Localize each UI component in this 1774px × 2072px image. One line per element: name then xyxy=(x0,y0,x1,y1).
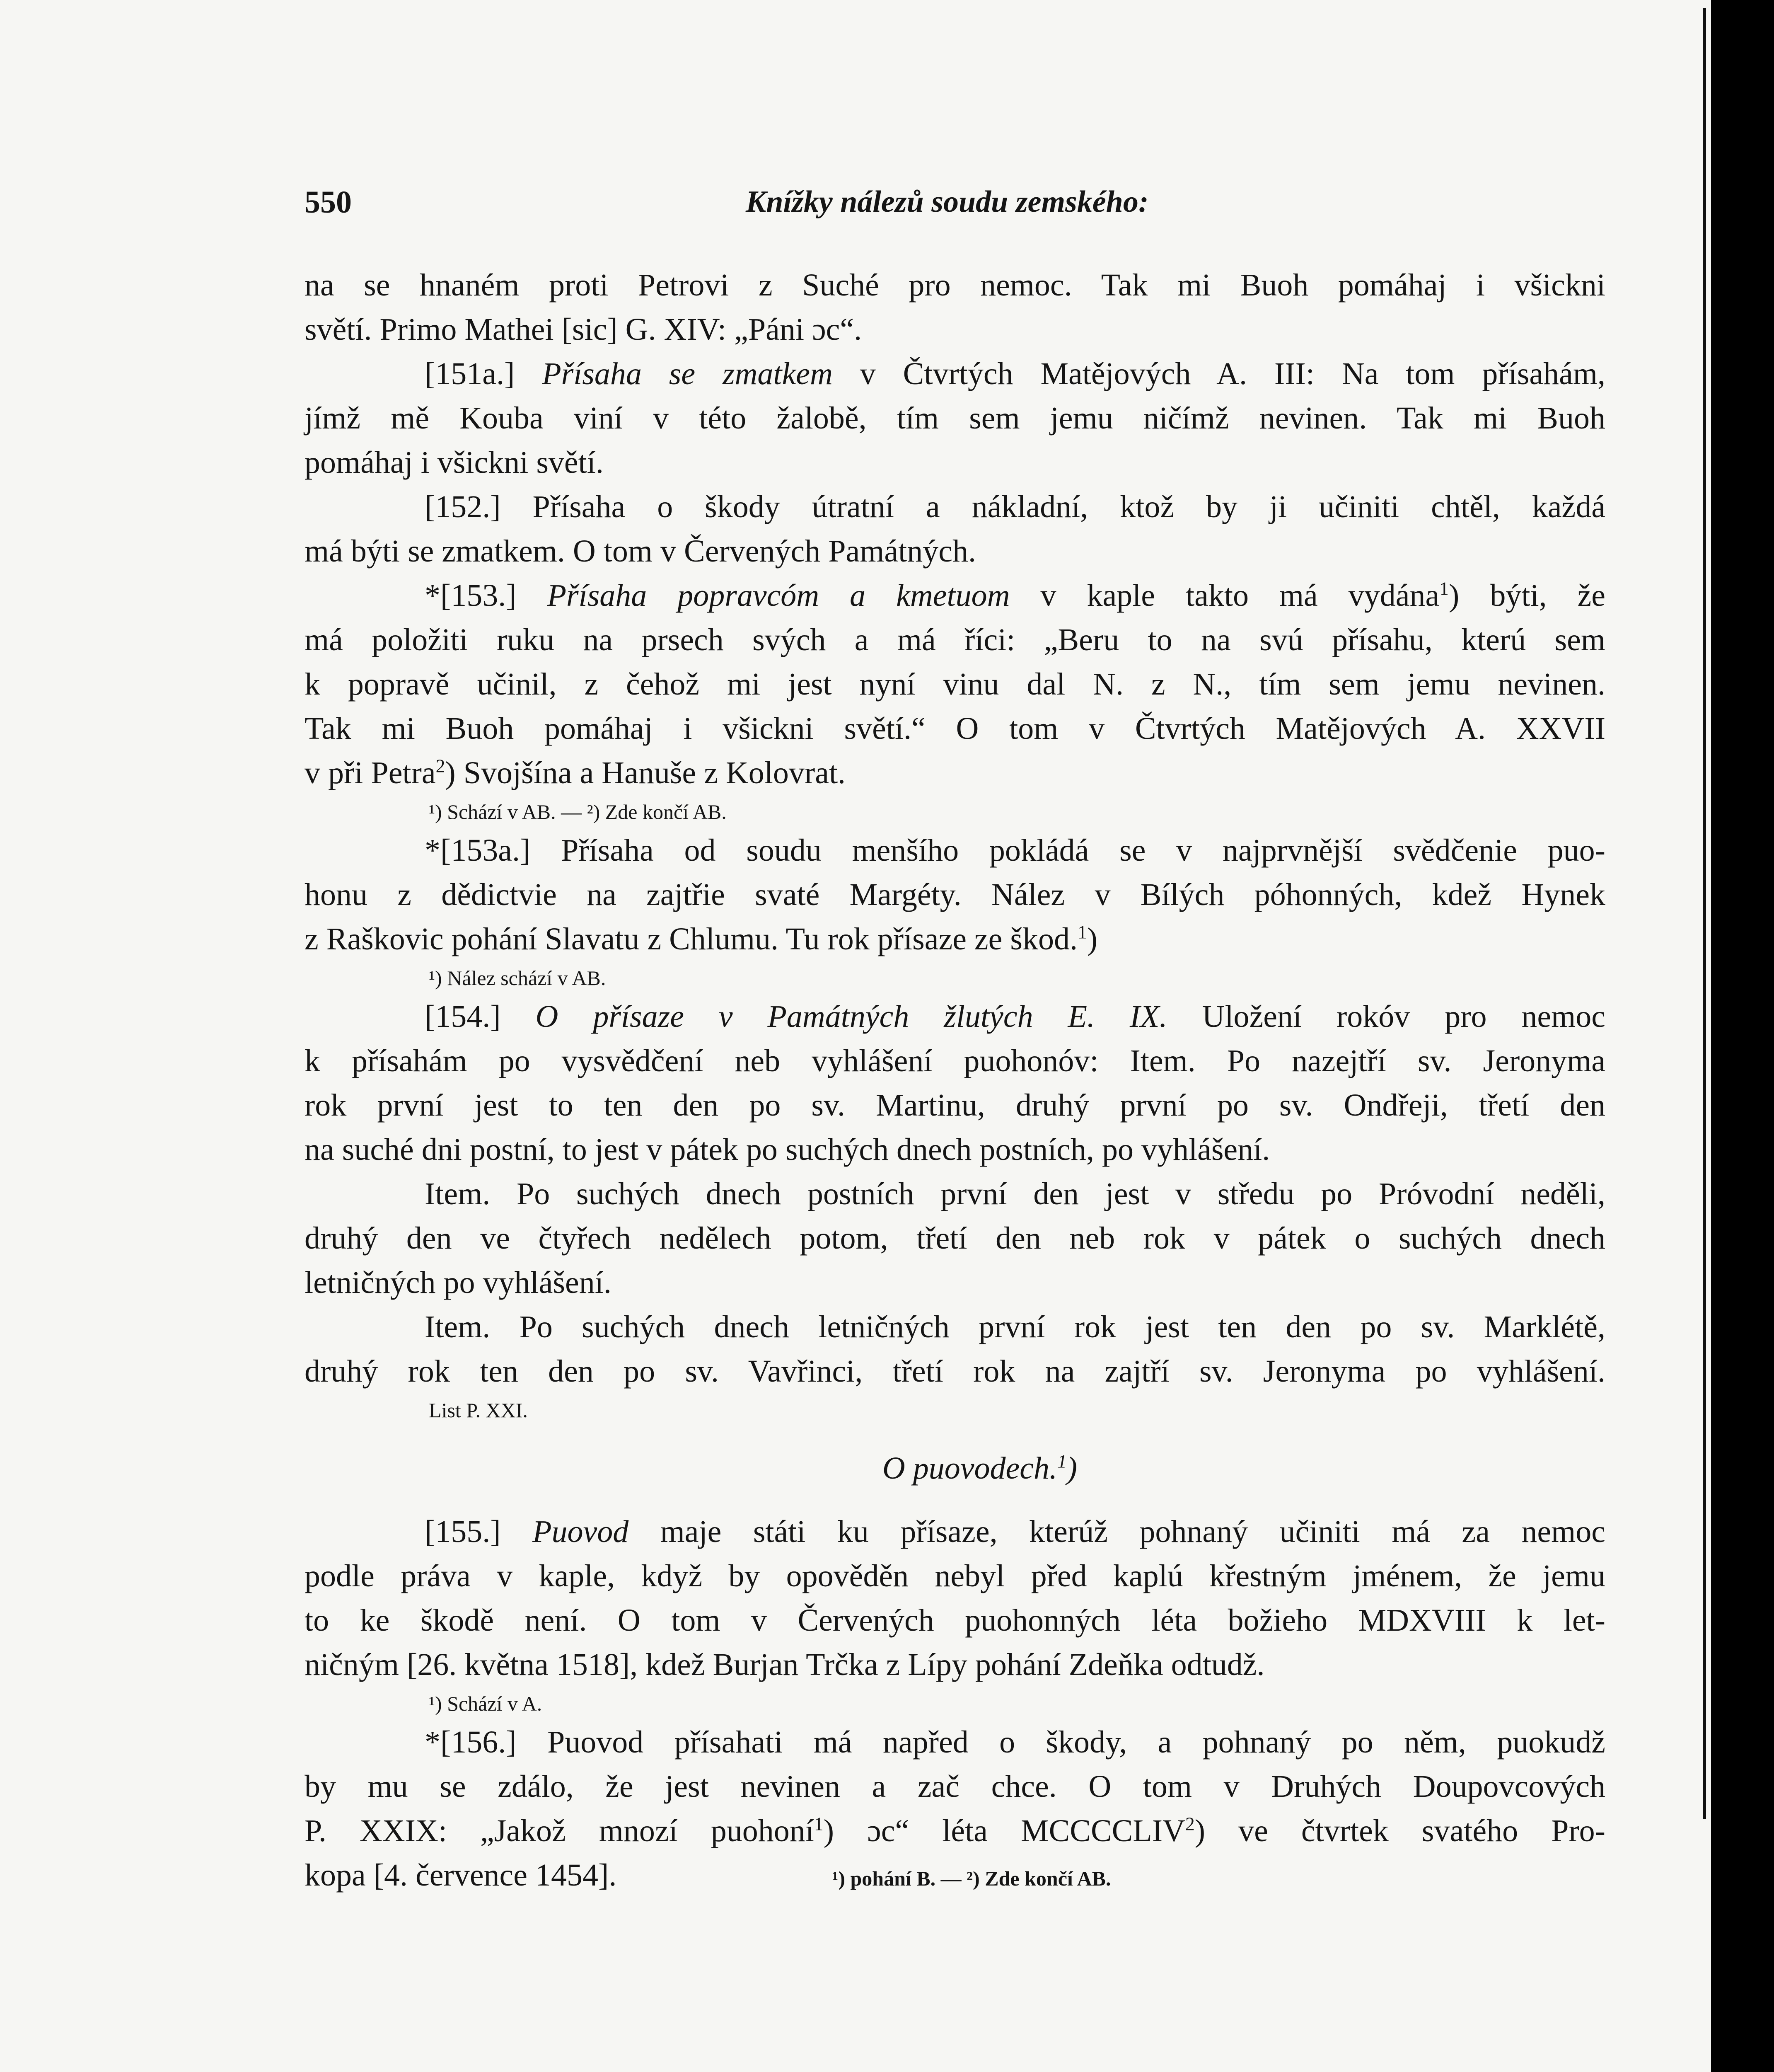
text-line: k přísahám po vysvědčení neb vyhlášení puohonóv: Item. Po nazejtří sv. Jeronyma xyxy=(305,1043,1605,1078)
text-line: [155.] Puovod maje státi ku přísaze, kterúž pohnaný učiniti má za nemoc xyxy=(425,1514,1605,1549)
footnote: ¹) Nález schází v AB. xyxy=(429,966,606,990)
section-heading: O puovodech.$^1$) xyxy=(882,1450,1078,1486)
text-line: světí. Primo Mathei [sic] G. XIV: „Páni ɔc“. xyxy=(305,312,862,347)
footnote: ¹) pohání B. — ²) Zde končí AB. xyxy=(832,1867,1111,1890)
text-line-content: kopa [4. července 1454]. xyxy=(305,1858,617,1893)
text-line: ničným [26. května 1518], kdež Burjan Trčka z Lípy pohání Zdeňka odtudž. xyxy=(305,1647,1265,1682)
text-line: na se hnaném proti Petrovi z Suché pro nemoc. Tak mi Buoh pomáhaj i všickni xyxy=(305,268,1605,303)
text-line: *[153a.] Přísaha od soudu menšího pokládá se v najprvnější svědčenie puo- xyxy=(425,833,1605,868)
text-line: druhý rok ten den po sv. Vavřinci, třetí rok na zajtří sv. Jeronyma po vyhlášení. xyxy=(305,1354,1605,1389)
text-line: z Raškovic pohání Slavatu z Chlumu. Tu rok přísaze ze škod.$^1$) xyxy=(305,921,1098,956)
footnote: ¹) Schází v AB. — ²) Zde končí AB. xyxy=(429,800,727,823)
text-line: [152.] Přísaha o škody útratní a nákladní, ktož by ji učiniti chtěl, každá xyxy=(425,489,1605,524)
text-line: na suché dni postní, to jest v pátek po suchých dnech postních, po vyhlášení. xyxy=(305,1132,1270,1167)
text-line: *[156.] Puovod přísahati má napřed o škody, a pohnaný po něm, puokudž xyxy=(425,1725,1605,1760)
page-header xyxy=(305,184,1610,234)
text-line: to ke škodě není. O tom v Červených puohonných léta božieho MDXVIII k let- xyxy=(305,1603,1605,1638)
text-line: P. XXIX: „Jakož mnozí puohoní$^1$) ɔc“ léta MCCCCLIV$^2$) ve čtvrtek svatého Pro- xyxy=(305,1813,1605,1848)
page-body xyxy=(305,263,1605,1898)
text-line: [154.] O přísaze v Památných žlutých E. IX. Uložení rokóv pro nemoc xyxy=(425,999,1606,1034)
text-line: rok první jest to ten den po sv. Martinu, druhý první po sv. Ondřeji, třetí den xyxy=(305,1088,1605,1123)
footnote: ¹) Schází v A. xyxy=(429,1692,542,1715)
text-line: podle práva v kaple, když by opověděn nebyl před kaplú křestným jménem, že jemu xyxy=(305,1559,1605,1593)
running-title: Knížky nálezů soudu zemského: xyxy=(746,185,1149,219)
text-line: v při Petra$^2$) Svojšína a Hanuše z Kolovrat. xyxy=(305,755,846,790)
text-line: *[153.] Přísaha popravcóm a kmetuom v kaple takto má vydána$^1$) býti, že xyxy=(425,578,1606,613)
scan-edge-line xyxy=(1703,8,1706,1819)
text-line: má položiti ruku na prsech svých a má říci: „Beru to na svú přísahu, kterú sem xyxy=(305,622,1605,657)
marginal-note: List P. XXI. xyxy=(429,1399,528,1422)
text-line: letničných po vyhlášení. xyxy=(305,1265,611,1300)
text-line: jímž mě Kouba viní v této žalobě, tím sem jemu ničímž nevinen. Tak mi Buoh xyxy=(305,401,1605,436)
text-line: k popravě učinil, z čehož mi jest nyní vinu dal N. z N., tím sem jemu nevinen. xyxy=(305,667,1605,702)
text-line: má býti se zmatkem. O tom v Červených Památných. xyxy=(305,534,976,569)
text-line: by mu se zdálo, že jest nevinen a zač chce. O tom v Druhých Doupovcových xyxy=(305,1769,1605,1804)
page-number: 550 xyxy=(305,185,352,220)
text-line: druhý den ve čtyřech nedělech potom, třetí den neb rok v pátek o suchých dnech xyxy=(305,1221,1605,1256)
scan-border xyxy=(1711,0,1774,2072)
text-line xyxy=(305,1853,1605,1898)
text-line: pomáhaj i všickni světí. xyxy=(305,445,604,480)
text-line: [151a.] Přísaha se zmatkem v Čtvrtých Matějových A. III: Na tom přísahám, xyxy=(425,356,1605,391)
text-line: Tak mi Buoh pomáhaj i všickni světí.“ O tom v Čtvrtých Matějových A. XXVII xyxy=(305,711,1605,746)
text-line: Item. Po suchých dnech letničných první rok jest ten den po sv. Marklétě, xyxy=(425,1310,1605,1344)
text-line: Item. Po suchých dnech postních první den jest v středu po Próvodní neděli, xyxy=(425,1176,1605,1211)
text-line: honu z dědictvie na zajtřie svaté Margéty. Nález v Bílých póhonných, kdež Hynek xyxy=(305,877,1605,912)
